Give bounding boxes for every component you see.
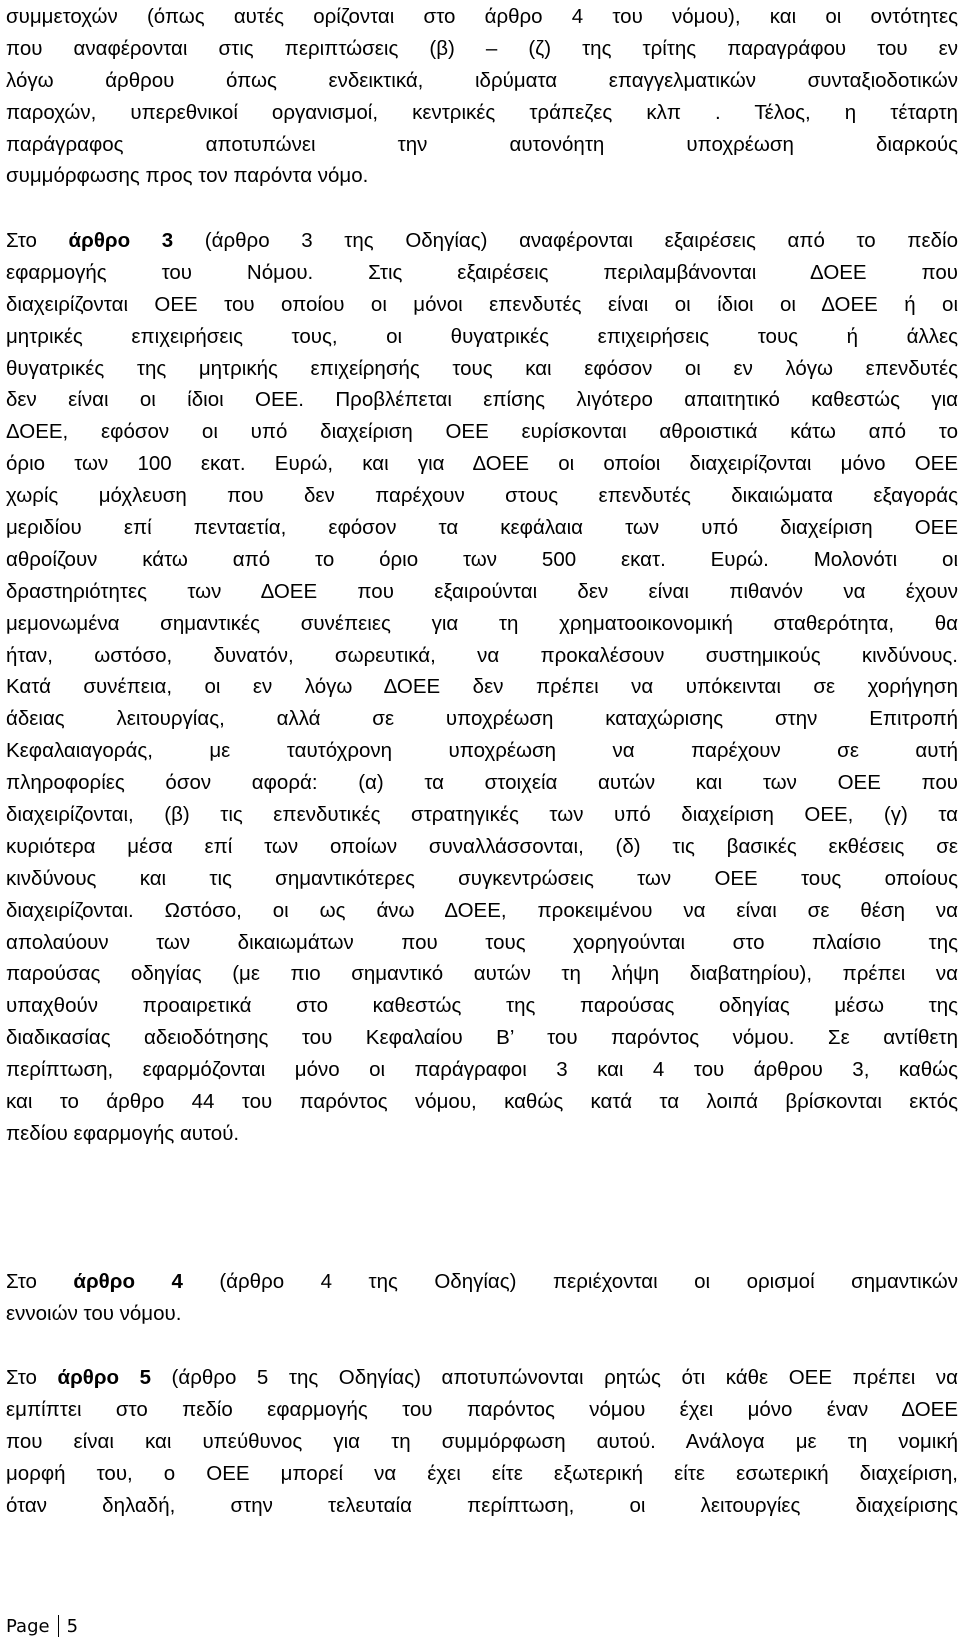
paragraph-intro-line <box>6 225 958 257</box>
intro-prefix: Στο <box>6 1366 58 1389</box>
text-line: που είναι και υπεύθυνος για τη συμμόρφωση αυτού. Ανάλογα με τη νομική <box>6 1429 958 1453</box>
text-line: διαδικασίας αδειοδότησης του Κεφαλαίου Β’ του παρόντος νόμου. Σε αντίθετη <box>6 1026 958 1050</box>
text-line: παράγραφος αποτυπώνει την αυτονόητη υποχρέωση διαρκούς <box>6 132 958 156</box>
text-line: εννοιών του νόμου. <box>6 1301 182 1325</box>
text-line: παροχών, υπερεθνικοί οργανισμοί, κεντρικές τράπεζες κλπ . Τέλος, η τέταρτη <box>6 100 958 124</box>
text-line: περίπτωση, εφαρμόζονται μόνο οι παράγραφοι 3 και 4 του άρθρου 3, καθώς <box>6 1058 958 1082</box>
text-line: απολαύουν των δικαιωμάτων που τους χορηγούνται στο πλαίσιο της <box>6 930 958 954</box>
paragraph-intro-line <box>6 1362 958 1394</box>
intro-prefix: Στο <box>6 229 69 252</box>
text-line: Κατά συνέπεια, οι εν λόγω ΔΟΕΕ δεν πρέπει να υπόκεινται σε χορήγηση <box>6 675 958 699</box>
intro-rest: (άρθρο 3 της Οδηγίας) αναφέρονται εξαιρέσεις από το πεδίο <box>173 229 959 252</box>
paragraph-intro-line <box>6 1266 958 1298</box>
text-line: μεμονωμένα σημαντικές συνέπειες για τη χρηματοοικονομική σταθερότητα, θα <box>6 611 958 635</box>
text-line: εφαρμογής του Νόμου. Στις εξαιρέσεις περιλαμβάνονται ΔΟΕΕ που <box>6 260 958 284</box>
text-line: και το άρθρο 44 του παρόντος νόμου, καθώς κατά τα λοιπά βρίσκονται εκτός <box>6 1090 958 1114</box>
page-label: Page <box>6 1615 50 1637</box>
text-line: συμμόρφωσης προς τον παρόντα νόμο. <box>6 164 369 188</box>
footer-divider <box>58 1615 59 1637</box>
text-line: που αναφέρονται στις περιπτώσεις (β) – (ζ) της τρίτης παραγράφου του εν <box>6 36 958 60</box>
text-line: χωρίς μόχλευση που δεν παρέχουν στους επενδυτές δικαιώματα εξαγοράς <box>6 484 958 508</box>
text-line: υπαχθούν προαιρετικά στο καθεστώς της παρούσας οδηγίας μέσω της <box>6 994 958 1018</box>
article-reference: άρθρο 5 <box>57 1366 151 1389</box>
text-line: όταν δηλαδή, στην τελευταία περίπτωση, οι λειτουργίες διαχείρισης <box>6 1493 958 1517</box>
paragraph-1 <box>6 1 958 192</box>
text-line: διαχειρίζονται ΟΕΕ του οποίου οι μόνοι επενδυτές είναι οι ίδιοι οι ΔΟΕΕ ή οι <box>6 292 958 316</box>
intro-rest: (άρθρο 4 της Οδηγίας) περιέχονται οι ορισμοί σημαντικών <box>182 1270 958 1293</box>
page-footer <box>6 1615 78 1637</box>
text-line: πληροφορίες όσον αφορά: (α) τα στοιχεία αυτών και των ΟΕΕ που <box>6 771 958 795</box>
text-line: εμπίπτει στο πεδίο εφαρμογής του παρόντος νόμου έχει μόνο έναν ΔΟΕΕ <box>6 1397 958 1421</box>
text-line: κυριότερα μέσα επί των οποίων συναλλάσσονται, (δ) τις βασικές εκθέσεις σε <box>6 834 958 858</box>
page-number: 5 <box>66 1615 79 1637</box>
paragraph-3 <box>6 1266 958 1330</box>
article-reference: άρθρο 4 <box>73 1270 183 1293</box>
text-line: διαχειρίζονται. Ωστόσο, οι ως άνω ΔΟΕΕ, προκειμένου να είναι σε θέση να <box>6 898 958 922</box>
article-reference: άρθρο 3 <box>68 229 174 252</box>
intro-rest: (άρθρο 5 της Οδηγίας) αποτυπώνονται ρητώς ότι κάθε ΟΕΕ πρέπει να <box>151 1366 958 1389</box>
text-line: θυγατρικές της μητρικής επιχείρησής τους και εφόσον οι εν λόγω επενδυτές <box>6 356 958 380</box>
text-line: άδειας λειτουργίας, αλλά σε υποχρέωση καταχώρισης στην Επιτροπή <box>6 707 958 731</box>
text-line: αθροίζουν κάτω από το όριο των 500 εκατ. Ευρώ. Μολονότι οι <box>6 547 958 571</box>
paragraph-2 <box>6 225 958 1150</box>
text-line: όριο των 100 εκατ. Ευρώ, και για ΔΟΕΕ οι οποίοι διαχειρίζονται μόνο ΟΕΕ <box>6 452 958 476</box>
text-line: μεριδίου επί πενταετία, εφόσον τα κεφάλαια των υπό διαχείριση ΟΕΕ <box>6 516 958 540</box>
text-line: Κεφαλαιαγοράς, με ταυτόχρονη υποχρέωση να παρέχουν σε αυτή <box>6 739 958 763</box>
text-line: συμμετοχών (όπως αυτές ορίζονται στο άρθρο 4 του νόμου), και οι οντότητες <box>6 5 958 28</box>
text-line: ΔΟΕΕ, εφόσον οι υπό διαχείριση ΟΕΕ ευρίσκονται αθροιστικά κάτω από το <box>6 420 958 444</box>
text-line: μορφή του, ο ΟΕΕ μπορεί να έχει είτε εξωτερική είτε εσωτερική διαχείριση, <box>6 1461 958 1485</box>
intro-prefix: Στο <box>6 1270 74 1293</box>
text-line: δραστηριότητες των ΔΟΕΕ που εξαιρούνται δεν είναι πιθανόν να έχουν <box>6 579 958 603</box>
text-line: ήταν, ωστόσο, δυνατόν, σωρευτικά, να προκαλέσουν συστημικούς κινδύνους. <box>6 643 958 667</box>
paragraph-4 <box>6 1362 958 1521</box>
text-line: λόγω άρθρου όπως ενδεικτικά, ιδρύματα επαγγελματικών συνταξιοδοτικών <box>6 68 958 92</box>
text-line: πεδίου εφαρμογής αυτού. <box>6 1121 240 1145</box>
text-line: παρούσας οδηγίας (με πιο σημαντικό αυτών τη λήψη διαβατηρίου), πρέπει να <box>6 962 958 986</box>
text-line: διαχειρίζονται, (β) τις επενδυτικές στρατηγικές των υπό διαχείριση ΟΕΕ, (γ) τα <box>6 803 958 827</box>
text-line: μητρικές επιχειρήσεις τους, οι θυγατρικές επιχειρήσεις τους ή άλλες <box>6 324 958 348</box>
text-line: δεν είναι οι ίδιοι ΟΕΕ. Προβλέπεται επίσης λιγότερο απαιτητικό καθεστώς για <box>6 388 958 412</box>
text-line: κινδύνους και τις σημαντικότερες συγκεντρώσεις των ΟΕΕ τους οποίους <box>6 866 958 890</box>
